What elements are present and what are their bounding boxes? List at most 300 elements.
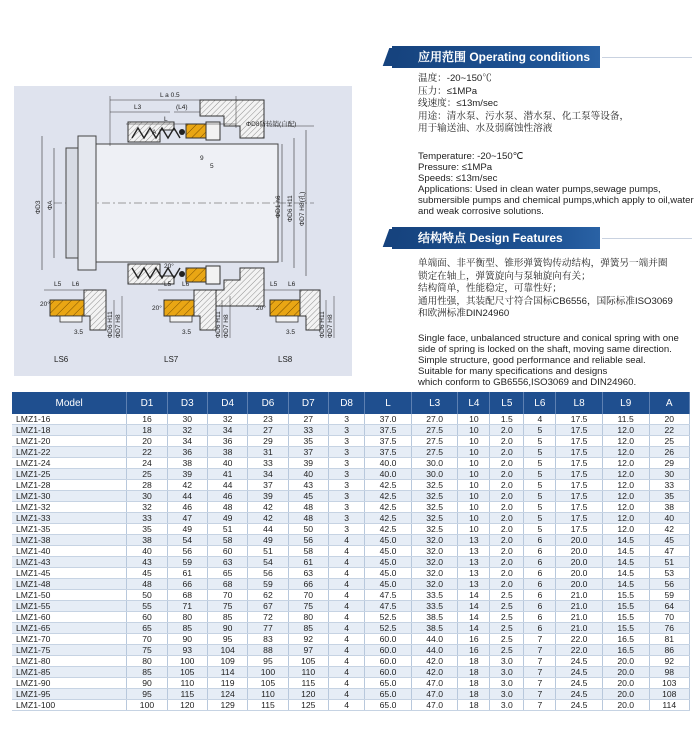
table-cell: 4 — [328, 656, 364, 667]
model-cell: LMZ1-95 — [12, 689, 127, 700]
table-cell: 32.0 — [411, 579, 458, 590]
design-features-cn — [418, 258, 673, 321]
table-cell: 4 — [328, 700, 364, 711]
table-cell: 18 — [458, 689, 490, 700]
table-cell: 108 — [649, 689, 689, 700]
table-cell: 2.0 — [490, 491, 524, 502]
table-cell: 38 — [207, 447, 247, 458]
table-row — [12, 590, 690, 601]
table-cell: 47 — [167, 513, 207, 524]
table-cell: 114 — [207, 667, 247, 678]
table-cell: 56 — [288, 535, 328, 546]
table-cell: 6 — [524, 557, 556, 568]
table-cell: 17.5 — [556, 436, 603, 447]
table-cell: 4 — [328, 601, 364, 612]
table-cell: 104 — [207, 645, 247, 656]
table-cell: 14.5 — [602, 557, 649, 568]
dim-l-label: L — [164, 116, 168, 123]
table-cell: 120 — [167, 700, 207, 711]
table-cell: 125 — [288, 700, 328, 711]
table-cell: 10 — [458, 513, 490, 524]
feat-cn-line: 锁定在轴上，弹簧旋向与泵轴旋向有关； — [418, 270, 591, 282]
dim-a-label: A — [152, 129, 157, 136]
feat-cn-line: 单端面、非平衡型、锥形弹簧钩传动结构，弹簧另一端并圈 — [418, 258, 668, 269]
table-cell: 42.5 — [365, 513, 412, 524]
model-cell: LMZ1-60 — [12, 612, 127, 623]
table-cell: 81 — [649, 634, 689, 645]
table-cell: 56 — [167, 546, 207, 557]
table-cell: 32 — [207, 414, 247, 425]
op-en-line: Pressure: ≤1MPa — [418, 162, 493, 173]
op-en-line: and weak corrosive solutions. — [418, 206, 544, 217]
model-cell: LMZ1-24 — [12, 458, 127, 469]
table-cell: 12.0 — [602, 436, 649, 447]
table-cell: 22.0 — [556, 645, 603, 656]
ls8-d7: ΦD7 H8 — [327, 314, 334, 338]
model-cell: LMZ1-50 — [12, 590, 127, 601]
table-cell: 39 — [248, 491, 288, 502]
table-row — [12, 425, 690, 436]
table-cell: 47.5 — [365, 601, 412, 612]
table-cell: 70 — [649, 612, 689, 623]
table-cell: 29 — [649, 458, 689, 469]
table-cell: 5 — [524, 447, 556, 458]
dimension-table — [12, 392, 690, 711]
table-cell: 11.5 — [602, 414, 649, 425]
table-cell: 6 — [524, 623, 556, 634]
table-cell: 68 — [167, 590, 207, 601]
table-cell: 10 — [458, 491, 490, 502]
table-cell: 6 — [524, 601, 556, 612]
table-cell: 85 — [288, 623, 328, 634]
table-row — [12, 502, 690, 513]
table-cell: 92 — [288, 634, 328, 645]
ls8-angle: 20° — [256, 305, 266, 312]
dim-d1-label: ΦD1 h6 — [275, 195, 282, 218]
table-cell: 47.0 — [411, 689, 458, 700]
table-cell: 59 — [248, 579, 288, 590]
table-cell: 61 — [288, 557, 328, 568]
ls8-title: LS8 — [278, 355, 293, 364]
table-cell: 63 — [288, 568, 328, 579]
table-cell: 15.5 — [602, 623, 649, 634]
table-cell: 12.0 — [602, 502, 649, 513]
table-cell: 3.0 — [490, 667, 524, 678]
table-cell: 20.0 — [556, 579, 603, 590]
table-cell: 92 — [649, 656, 689, 667]
table-cell: 7 — [524, 689, 556, 700]
table-cell: 51 — [248, 546, 288, 557]
table-cell: 40.0 — [365, 458, 412, 469]
table-cell: 10 — [458, 458, 490, 469]
table-cell: 7 — [524, 678, 556, 689]
column-header-d7: D7 — [288, 392, 328, 414]
table-cell: 13 — [458, 557, 490, 568]
table-cell: 5 — [524, 469, 556, 480]
table-cell: 14 — [458, 590, 490, 601]
table-cell: 32.0 — [411, 557, 458, 568]
table-cell: 2.5 — [490, 645, 524, 656]
model-cell: LMZ1-25 — [12, 469, 127, 480]
ls8-l6: L6 — [288, 281, 296, 288]
table-cell: 18 — [127, 425, 167, 436]
table-row — [12, 579, 690, 590]
table-cell: 76 — [649, 623, 689, 634]
table-cell: 21.0 — [556, 612, 603, 623]
column-header-model: Model — [12, 392, 127, 414]
table-cell: 12.0 — [602, 491, 649, 502]
table-cell: 45.0 — [365, 557, 412, 568]
table-row — [12, 689, 690, 700]
table-cell: 110 — [288, 667, 328, 678]
ls7-l6: L6 — [182, 281, 190, 288]
operating-conditions-title: 应用范围 Operating conditions — [392, 46, 600, 68]
table-cell: 7 — [524, 645, 556, 656]
table-cell: 14.5 — [602, 579, 649, 590]
model-cell: LMZ1-18 — [12, 425, 127, 436]
table-row — [12, 634, 690, 645]
ls7-l5: L5 — [164, 281, 172, 288]
pin-d8-label: ΦD8防转销(自配) — [246, 121, 297, 128]
dim-l3-label: L3 — [134, 104, 142, 111]
feat-cn-line: 和欧洲标准DIN24960 — [418, 308, 510, 320]
table-cell: 85 — [207, 612, 247, 623]
ls7-d6: ΦD6 H11 — [215, 311, 222, 338]
table-cell: 40 — [649, 513, 689, 524]
model-cell: LMZ1-70 — [12, 634, 127, 645]
column-header-l9: L9 — [602, 392, 649, 414]
table-cell: 4 — [328, 535, 364, 546]
ls6-l6: L6 — [72, 281, 80, 288]
table-cell: 119 — [207, 678, 247, 689]
table-cell: 7 — [524, 667, 556, 678]
ls6-d7: ΦD7 H8 — [115, 314, 122, 338]
model-cell: LMZ1-16 — [12, 414, 127, 425]
model-cell: LMZ1-100 — [12, 700, 127, 711]
table-cell: 62 — [248, 590, 288, 601]
table-cell: 105 — [167, 667, 207, 678]
table-cell: 4 — [328, 612, 364, 623]
table-cell: 14.5 — [602, 568, 649, 579]
table-cell: 13 — [458, 546, 490, 557]
table-cell: 5 — [524, 524, 556, 535]
table-cell: 2.0 — [490, 425, 524, 436]
table-cell: 24.5 — [556, 678, 603, 689]
column-header-l4: L4 — [458, 392, 490, 414]
table-cell: 97 — [288, 645, 328, 656]
model-cell: LMZ1-45 — [12, 568, 127, 579]
column-header-l5: L5 — [490, 392, 524, 414]
table-row — [12, 656, 690, 667]
table-row — [12, 458, 690, 469]
model-cell: LMZ1-75 — [12, 645, 127, 656]
table-cell: 2.0 — [490, 546, 524, 557]
model-cell: LMZ1-30 — [12, 491, 127, 502]
table-cell: 10 — [458, 524, 490, 535]
table-row — [12, 678, 690, 689]
ls7-d7: ΦD7 H8 — [223, 314, 230, 338]
table-cell: 2.0 — [490, 524, 524, 535]
table-cell: 60.0 — [365, 656, 412, 667]
table-cell: 54 — [167, 535, 207, 546]
table-cell: 38 — [649, 502, 689, 513]
table-cell: 38 — [127, 535, 167, 546]
table-cell: 43 — [288, 480, 328, 491]
table-row — [12, 414, 690, 425]
table-cell: 35 — [127, 524, 167, 535]
table-cell: 31 — [248, 447, 288, 458]
table-cell: 49 — [248, 535, 288, 546]
table-cell: 12.0 — [602, 469, 649, 480]
dim-l4-label: (L4) — [176, 104, 188, 111]
table-cell: 4 — [328, 557, 364, 568]
table-cell: 70 — [288, 590, 328, 601]
table-cell: 33 — [649, 480, 689, 491]
table-cell: 10 — [458, 447, 490, 458]
table-row — [12, 447, 690, 458]
table-cell: 25 — [649, 436, 689, 447]
table-cell: 114 — [649, 700, 689, 711]
table-body — [12, 414, 690, 711]
table-cell: 15.5 — [602, 601, 649, 612]
table-cell: 80 — [288, 612, 328, 623]
column-header-d8: D8 — [328, 392, 364, 414]
table-cell: 20 — [649, 414, 689, 425]
model-cell: LMZ1-65 — [12, 623, 127, 634]
table-cell: 30 — [167, 414, 207, 425]
op-cn-line: 线速度：≤13m/sec — [418, 98, 498, 110]
table-cell: 47.0 — [411, 700, 458, 711]
op-en-line: Temperature: -20~150℃ — [418, 151, 524, 162]
ls8-35: 3.5 — [286, 329, 296, 336]
table-cell: 20.0 — [602, 667, 649, 678]
table-cell: 23 — [248, 414, 288, 425]
table-cell: 60.0 — [365, 667, 412, 678]
table-cell: 32.0 — [411, 546, 458, 557]
table-cell: 47.5 — [365, 590, 412, 601]
table-cell: 42.0 — [411, 667, 458, 678]
table-cell: 40 — [127, 546, 167, 557]
table-cell: 33 — [127, 513, 167, 524]
table-cell: 21.0 — [556, 601, 603, 612]
table-cell: 35 — [649, 491, 689, 502]
table-row — [12, 557, 690, 568]
table-cell: 50 — [127, 590, 167, 601]
table-cell: 49 — [207, 513, 247, 524]
table-cell: 38.5 — [411, 623, 458, 634]
table-cell: 88 — [248, 645, 288, 656]
table-cell: 83 — [248, 634, 288, 645]
table-cell: 55 — [127, 601, 167, 612]
table-cell: 42 — [248, 502, 288, 513]
table-row — [12, 623, 690, 634]
table-cell: 90 — [127, 678, 167, 689]
table-cell: 41 — [207, 469, 247, 480]
table-cell: 59 — [649, 590, 689, 601]
header-rule — [602, 57, 692, 58]
table-cell: 27.0 — [411, 414, 458, 425]
table-cell: 16.5 — [602, 645, 649, 656]
table-cell: 42 — [248, 513, 288, 524]
operating-conditions-en — [418, 151, 694, 217]
table-cell: 4 — [328, 623, 364, 634]
table-cell: 45.0 — [365, 579, 412, 590]
table-cell: 95 — [207, 634, 247, 645]
table-cell: 50 — [288, 524, 328, 535]
table-cell: 60 — [127, 612, 167, 623]
table-cell: 20.0 — [556, 568, 603, 579]
table-cell: 29 — [248, 436, 288, 447]
table-cell: 4 — [328, 667, 364, 678]
table-row — [12, 601, 690, 612]
feat-cn-line: 通用性强，其装配尺寸符合国标CB6556，国际标准ISO3069 — [418, 295, 673, 307]
table-cell: 14.5 — [602, 535, 649, 546]
table-cell: 65 — [207, 568, 247, 579]
table-cell: 10 — [458, 425, 490, 436]
feat-en-line: Suitable for many specifications and designs — [418, 366, 608, 377]
table-cell: 44 — [248, 524, 288, 535]
table-cell: 3 — [328, 458, 364, 469]
table-cell: 110 — [167, 678, 207, 689]
op-cn-line: 压力：≤1MPa — [418, 85, 478, 97]
operating-conditions-cn — [418, 73, 629, 136]
table-cell: 129 — [207, 700, 247, 711]
table-row — [12, 524, 690, 535]
table-cell: 115 — [288, 678, 328, 689]
table-cell: 3.0 — [490, 656, 524, 667]
table-cell: 5 — [524, 425, 556, 436]
column-header-l3: L3 — [411, 392, 458, 414]
dim-9-label: 9 — [200, 155, 204, 162]
table-cell: 30 — [649, 469, 689, 480]
table-cell: 2.0 — [490, 535, 524, 546]
table-cell: 32.5 — [411, 480, 458, 491]
table-cell: 103 — [649, 678, 689, 689]
op-en-line: submersible pumps and chemical pumps,which apply to oil,water — [418, 195, 694, 206]
table-cell: 60 — [207, 546, 247, 557]
table-cell: 47.0 — [411, 678, 458, 689]
table-cell: 18 — [458, 656, 490, 667]
table-row — [12, 480, 690, 491]
table-cell: 2.0 — [490, 502, 524, 513]
table-cell: 65.0 — [365, 700, 412, 711]
table-cell: 35 — [288, 436, 328, 447]
table-cell: 16 — [458, 645, 490, 656]
table-cell: 59 — [167, 557, 207, 568]
table-cell: 3 — [328, 502, 364, 513]
ls6-35: 3.5 — [74, 329, 84, 336]
dim-phi-a-label: ΦA — [47, 200, 54, 210]
table-cell: 42 — [167, 480, 207, 491]
table-cell: 18 — [458, 700, 490, 711]
table-cell: 10 — [458, 414, 490, 425]
design-features-header — [392, 226, 692, 250]
table-cell: 13 — [458, 579, 490, 590]
table-cell: 40 — [288, 469, 328, 480]
table-cell: 2.5 — [490, 601, 524, 612]
model-cell: LMZ1-48 — [12, 579, 127, 590]
table-cell: 100 — [167, 656, 207, 667]
column-header-l8: L8 — [556, 392, 603, 414]
table-cell: 37 — [288, 447, 328, 458]
table-cell: 17.5 — [556, 491, 603, 502]
table-cell: 37.0 — [365, 414, 412, 425]
table-cell: 5 — [524, 513, 556, 524]
ls6-d6: ΦD6 H11 — [107, 311, 114, 338]
ls8-l5: L5 — [270, 281, 278, 288]
table-row — [12, 700, 690, 711]
table-cell: 3 — [328, 480, 364, 491]
table-cell: 6 — [524, 535, 556, 546]
column-header-a: A — [649, 392, 689, 414]
table-cell: 7 — [524, 656, 556, 667]
table-cell: 52.5 — [365, 612, 412, 623]
table-cell: 17.5 — [556, 502, 603, 513]
table-cell: 86 — [649, 645, 689, 656]
dim-d3-label: ΦD3 — [35, 200, 42, 214]
table-cell: 22.0 — [556, 634, 603, 645]
feat-cn-line: 结构简单，性能稳定，可靠性好； — [418, 283, 562, 295]
table-cell: 48 — [127, 579, 167, 590]
table-cell: 16 — [127, 414, 167, 425]
table-cell: 40 — [207, 458, 247, 469]
model-cell: LMZ1-55 — [12, 601, 127, 612]
table-cell: 3 — [328, 447, 364, 458]
table-cell: 2.0 — [490, 458, 524, 469]
table-cell: 115 — [248, 700, 288, 711]
table-cell: 37.5 — [365, 436, 412, 447]
table-cell: 20.0 — [556, 535, 603, 546]
table-cell: 5 — [524, 436, 556, 447]
column-header-l6: L6 — [524, 392, 556, 414]
table-cell: 32 — [127, 502, 167, 513]
table-cell: 17.5 — [556, 414, 603, 425]
table-cell: 42.5 — [365, 491, 412, 502]
table-cell: 68 — [207, 579, 247, 590]
table-cell: 2.5 — [490, 612, 524, 623]
dim-d7-label: ΦD7 H8(孔) — [299, 191, 306, 226]
table-cell: 15.5 — [602, 590, 649, 601]
table-cell: 5 — [524, 491, 556, 502]
model-cell: LMZ1-43 — [12, 557, 127, 568]
table-cell: 4 — [524, 414, 556, 425]
model-cell: LMZ1-35 — [12, 524, 127, 535]
table-cell: 95 — [127, 689, 167, 700]
op-cn-line: 温度：-20~150℃ — [418, 73, 492, 84]
column-header-d4: D4 — [207, 392, 247, 414]
table-cell: 64 — [649, 601, 689, 612]
table-cell: 24 — [127, 458, 167, 469]
table-cell: 12.0 — [602, 447, 649, 458]
table-cell: 77 — [248, 623, 288, 634]
table-cell: 3 — [328, 524, 364, 535]
table-cell: 2.0 — [490, 480, 524, 491]
table-cell: 4 — [328, 689, 364, 700]
table-cell: 6 — [524, 612, 556, 623]
table-cell: 15.5 — [602, 612, 649, 623]
model-cell: LMZ1-85 — [12, 667, 127, 678]
table-cell: 44.0 — [411, 634, 458, 645]
table-cell: 4 — [328, 546, 364, 557]
angle-20-label: 20° — [164, 263, 174, 270]
table-cell: 3 — [328, 436, 364, 447]
table-cell: 105 — [248, 678, 288, 689]
table-cell: 43 — [127, 557, 167, 568]
table-cell: 93 — [167, 645, 207, 656]
table-cell: 42.5 — [365, 524, 412, 535]
table-cell: 61 — [167, 568, 207, 579]
table-cell: 47 — [649, 546, 689, 557]
